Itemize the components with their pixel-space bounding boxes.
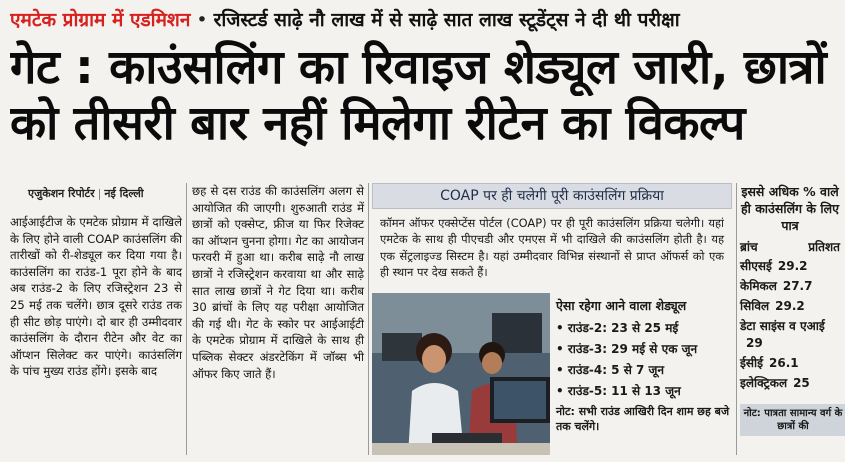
eligibility-sidebar [740, 183, 840, 392]
branch-name: सिविल [740, 299, 770, 313]
branch-name: डेटा साइंस व एआई [740, 319, 825, 333]
schedule-item: • राउंड-5: 11 से 13 जून [556, 384, 681, 398]
students-at-computers-illustration [372, 293, 550, 455]
kicker-text: रजिस्टर्ड साढ़े नौ लाख में से साढ़े सात लाख स्टूडेंट्स ने दी थी परीक्षा [213, 9, 680, 31]
kicker-bullet: • [196, 9, 208, 31]
sidebar-row [740, 298, 840, 315]
byline-separator: | [97, 187, 102, 200]
headline-line-2: को तीसरी बार नहीं मिलेगा रीटेन का विकल्प [10, 96, 745, 151]
branch-percent: 26.1 [769, 356, 799, 370]
coap-box-title: COAP पर ही चलेगी पूरी काउंसलिंग प्रक्रिया [372, 183, 732, 209]
sidebar-col-branch: ब्रांच [740, 240, 758, 254]
sidebar-row [740, 278, 840, 295]
coap-info-box [372, 183, 732, 291]
sidebar-row [740, 258, 840, 275]
sidebar-header-row [740, 238, 840, 255]
schedule-note: नोट: सभी राउंड आखिरी दिन शाम छह बजे तक चलेंगे। [556, 405, 730, 433]
sidebar-note: नोट: पात्रता सामान्य वर्ग के छात्रों की [740, 404, 845, 436]
sidebar-row [740, 318, 840, 352]
byline-bureau: एजुकेशन रिपोर्टर [28, 187, 95, 200]
byline [28, 186, 144, 201]
branch-name: ईसीई [740, 356, 764, 370]
branch-name: सीएसई [740, 259, 772, 273]
branch-percent: 25 [793, 376, 810, 390]
schedule-title: ऐसा रहेगा आने वाला शेड्यूल [556, 298, 687, 313]
column-divider [368, 183, 369, 455]
article-column-2: छह से दस राउंड की काउंसलिंग अलग से आयोजित की जाएगी। शुरुआती राउंड में छात्रों को एक्सेप्ट, फ्रीज या फिर रिजेक्ट का ऑप्शन चुनना होगा। गेट का आयोजन फरवरी में हुआ था। करीब साढ़े नौ लाख छात्रों ने रजिस्ट्रेशन करवाया था और साढ़े सात लाख छात्रों ने गेट दिया था। करीब 30 ब्रांचों के लिए यह परीक्षा आयोजित की गई थी। गेट के स्कोर पर आईआईटी के एमटेक प्रोग्राम में दाखिले के साथ ही पब्लिक सेक्टर अंडरटेकिंग में जॉब्स भी ऑफर किए जाते हैं। [192, 184, 364, 381]
schedule-item: • राउंड-4: 5 से 7 जून [556, 363, 665, 377]
sidebar-row [740, 355, 840, 372]
byline-city: नई दिल्ली [104, 187, 144, 200]
branch-name: इलेक्ट्रिकल [740, 376, 788, 390]
coap-box-text: कॉमन ऑफर एक्सेप्टेंस पोर्टल (COAP) पर ही पूरी काउंसलिंग प्रक्रिया चलेगी। यहां एमटेक के साथ ही पीएचडी और एमएस में भी दाखिले की काउंसलिंग होती है। यह एक सेंट्रलाइज्ड सिस्टम है। यहां उम्मीदवार विभिन्न संस्थानों से प्राप्त ऑफर्स को एक ही स्थान पर देख सकते हैं। [380, 216, 724, 280]
sidebar-title: इससे अधिक % वाले ही काउंसलिंग के लिए पात्र [740, 184, 840, 233]
kicker-label: एमटेक प्रोग्राम में एडमिशन [10, 9, 191, 31]
column-divider [736, 183, 737, 455]
schedule-item: • राउंड-2: 23 से 25 मई [556, 321, 679, 335]
article-column-1: आईआईटीज के एमटेक प्रोग्राम में दाखिले के लिए होने वाली COAP काउंसलिंग की तारीखों को री-शेड्यूल कर दिया गया है। काउंसलिंग का राउंड-1 पूरा होने के बाद अब राउंड-2 के लिए रजिस्ट्रेशन 23 से 25 मई तक चलेंगे। छात्र दूसरे राउंड तक ही सीट छोड़ पाएंगे। दो बार ही उम्मीदवार काउंसलिंग के दौरान रीटेन और वेट का ऑप्शन सिलेक्ट कर पाएंगे। काउंसलिंग के पांच मुख्य राउंड होंगे। इसके बाद [10, 215, 182, 379]
branch-percent: 29 [746, 336, 763, 350]
headline-line-1: गेट : काउंसलिंग का रिवाइज शेड्यूल जारी, छात्रों [10, 40, 827, 95]
sidebar-row [740, 375, 840, 392]
kicker-line [10, 6, 840, 40]
sidebar-col-percent: प्रतिशत [808, 240, 840, 254]
students-photo [372, 293, 550, 455]
headline [10, 40, 840, 152]
branch-percent: 29.2 [775, 299, 805, 313]
schedule-box [556, 297, 736, 434]
schedule-item: • राउंड-3: 29 मई से एक जून [556, 342, 698, 356]
branch-percent: 27.7 [782, 279, 813, 293]
column-divider [186, 183, 187, 455]
branch-name: केमिकल [740, 279, 777, 293]
branch-percent: 29.2 [777, 259, 808, 273]
